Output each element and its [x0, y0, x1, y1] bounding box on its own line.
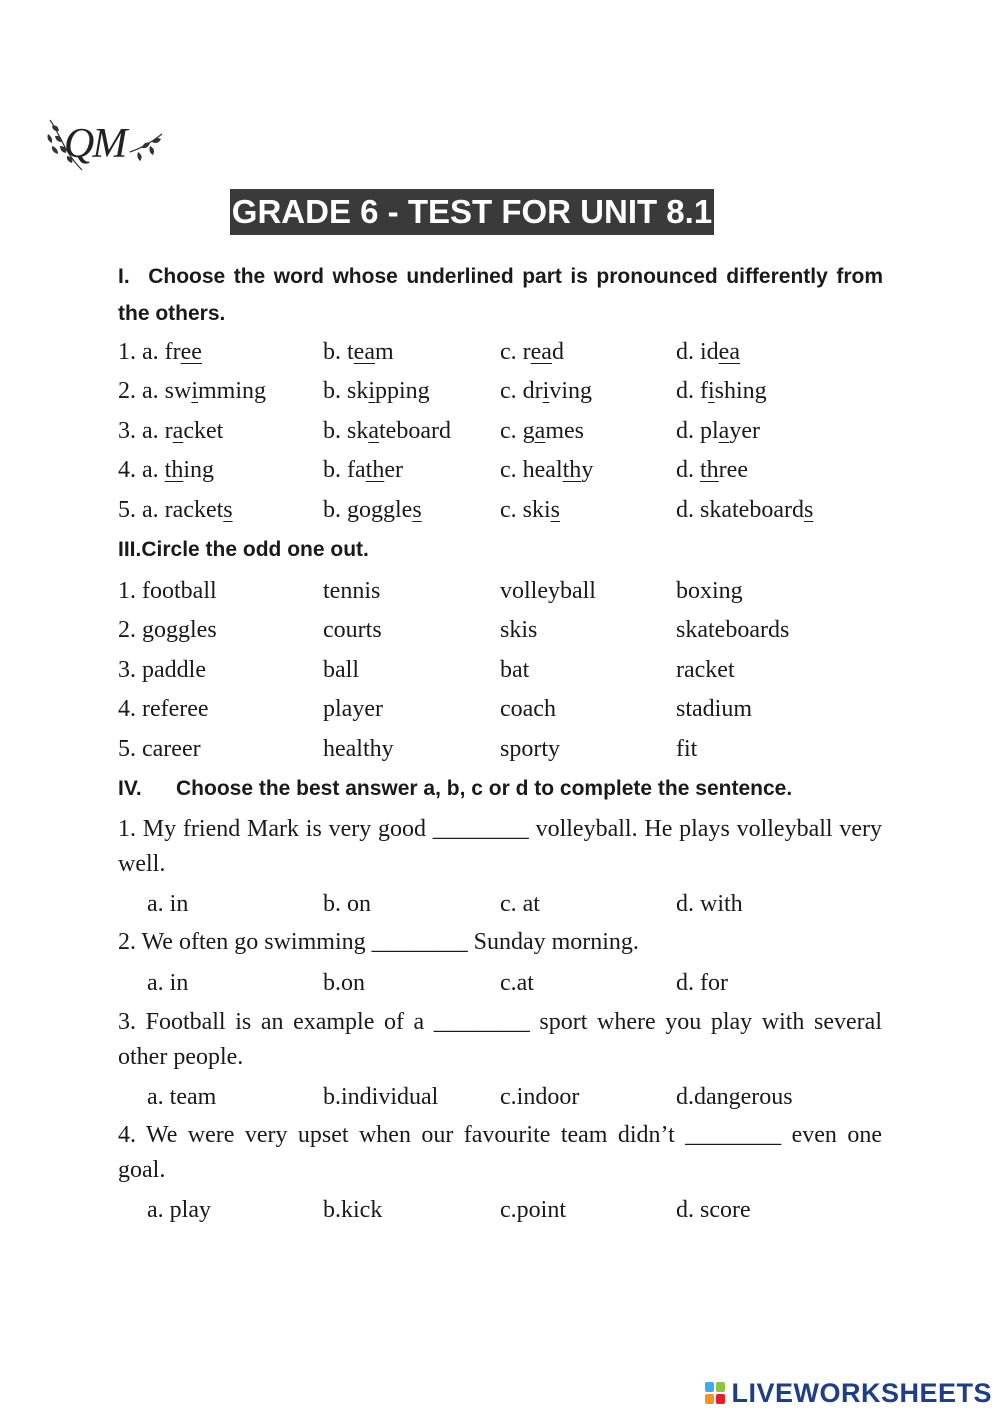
word-text: stadium [676, 696, 752, 722]
option-letter: c. [500, 497, 517, 523]
answer-option[interactable] [118, 492, 233, 528]
word-suffix: mes [545, 418, 584, 444]
word-choice[interactable] [676, 691, 752, 727]
word-prefix: t [347, 339, 354, 365]
word-choice[interactable] [118, 612, 217, 648]
underlined-sound: i [191, 378, 198, 404]
section-3-number: III. [118, 538, 142, 561]
page-title: GRADE 6 - TEST FOR UNIT 8.1 [230, 189, 714, 235]
answer-option[interactable] [323, 334, 394, 370]
logo [42, 112, 167, 182]
underlined-sound: i [708, 378, 715, 404]
word-choice[interactable] [323, 691, 383, 727]
underlined-sound: ea [353, 339, 375, 365]
answer-option[interactable]: d.dangerous [676, 1084, 793, 1110]
option-letter: b. [323, 339, 341, 365]
answer-options-row [118, 1192, 888, 1228]
option-letter: a. [142, 339, 159, 365]
option-letter: d. [676, 378, 694, 404]
word-choice[interactable] [118, 691, 209, 727]
word-text: boxing [676, 578, 743, 604]
answer-option[interactable]: b.kick [323, 1197, 383, 1223]
section-1-number: I. [118, 265, 130, 288]
word-prefix: sk [347, 418, 369, 444]
word-text: ball [323, 657, 359, 683]
word-prefix: g [522, 418, 535, 444]
option-letter: c. [500, 378, 517, 404]
answer-option[interactable] [118, 413, 223, 449]
logo-text: QM [64, 121, 126, 167]
option-letter: c. [500, 457, 517, 483]
word-prefix: ski [522, 497, 551, 523]
question-row [118, 691, 888, 727]
underlined-sound: s [550, 497, 561, 523]
word-choice[interactable] [500, 652, 529, 688]
section-3-instruction: Circle the odd one out. [141, 538, 369, 561]
word-suffix: yer [729, 418, 760, 444]
underlined-sound: ea [530, 339, 552, 365]
word-text: player [323, 696, 383, 722]
answer-option[interactable] [676, 334, 740, 370]
word-choice[interactable] [676, 731, 697, 767]
option-letter: a. [142, 418, 159, 444]
word-text: volleyball [500, 578, 596, 604]
underlined-sound: a [718, 418, 730, 444]
option-letter: b. [323, 497, 341, 523]
option-letter: b. [323, 378, 341, 404]
word-suffix: teboard [379, 418, 451, 444]
word-choice[interactable] [118, 652, 206, 688]
answer-option[interactable] [500, 413, 584, 449]
word-prefix: fr [164, 339, 181, 365]
word-choice[interactable] [676, 652, 735, 688]
answer-option[interactable]: b. on [323, 891, 371, 917]
word-text: healthy [323, 736, 394, 762]
underlined-sound: a [534, 418, 546, 444]
underlined-sound: a [172, 418, 184, 444]
answer-options-row [118, 1079, 888, 1115]
brand-text: LIVEWORKSHEETS [731, 1377, 992, 1408]
question-row [118, 413, 888, 449]
word-text: paddle [142, 657, 206, 683]
underlined-sound: th [700, 457, 719, 483]
question-number: 1. [118, 578, 136, 604]
word-suffix: ree [718, 457, 748, 483]
answer-option[interactable]: d. with [676, 891, 743, 917]
answer-option[interactable]: a. team [147, 1084, 217, 1110]
answer-option[interactable] [323, 452, 403, 488]
option-letter: d. [676, 418, 694, 444]
word-text: skateboards [676, 617, 790, 643]
word-prefix: r [164, 418, 173, 444]
underlined-sound: s [412, 497, 422, 523]
answer-option[interactable] [676, 373, 767, 409]
word-text: bat [500, 657, 530, 683]
word-choice[interactable] [500, 691, 556, 727]
word-text: goggles [142, 617, 217, 643]
word-choice[interactable] [500, 731, 560, 767]
word-prefix: fa [347, 457, 366, 483]
section-1-heading [118, 258, 883, 332]
word-prefix: id [700, 339, 719, 365]
option-letter: d. [676, 339, 694, 365]
answer-option[interactable]: c.point [500, 1197, 566, 1223]
word-text: sporty [500, 736, 560, 762]
answer-option[interactable]: c.at [500, 970, 534, 996]
word-suffix: er [384, 457, 403, 483]
answer-option[interactable] [118, 334, 202, 370]
word-text: courts [323, 617, 382, 643]
underlined-sound: i [368, 378, 376, 404]
word-choice[interactable] [323, 573, 380, 609]
answer-options-row [118, 965, 888, 1001]
question-text: 4. We were very upset when our favourite team didn’t ________ even one goal. [118, 1122, 882, 1183]
question-row [118, 492, 888, 528]
option-letter: c. [500, 339, 517, 365]
question-number: 4. [118, 696, 136, 722]
option-letter: d. [676, 497, 694, 523]
answer-option[interactable] [676, 413, 760, 449]
word-suffix: m [374, 339, 394, 365]
question-number: 2. [118, 378, 136, 404]
underlined-sound: s [803, 497, 814, 523]
word-choice[interactable] [323, 612, 382, 648]
word-suffix: pping [375, 378, 430, 404]
liveworksheets-logo-icon [705, 1382, 725, 1404]
word-suffix: shing [714, 378, 767, 404]
word-choice[interactable] [500, 612, 537, 648]
underlined-sound: a [368, 418, 379, 444]
answer-option[interactable] [500, 492, 560, 528]
answer-option[interactable] [500, 334, 564, 370]
word-suffix: ving [549, 378, 592, 404]
word-suffix: ing [183, 457, 214, 483]
answer-option[interactable] [323, 492, 422, 528]
answer-option[interactable] [323, 373, 430, 409]
word-suffix: cket [183, 418, 224, 444]
word-prefix: pl [700, 418, 719, 444]
question-row [118, 373, 888, 409]
word-prefix: goggle [347, 497, 413, 523]
word-choice[interactable] [118, 573, 217, 609]
word-text: career [142, 736, 201, 762]
underlined-sound: ea [718, 339, 740, 365]
question-row [118, 731, 888, 767]
section-4-number: IV. [118, 777, 142, 800]
answer-option[interactable]: a. play [147, 1197, 211, 1223]
question-row [118, 652, 888, 688]
question-number: 2. [118, 617, 136, 643]
option-letter: b. [323, 418, 341, 444]
section-3-heading [118, 536, 883, 564]
option-letter: a. [142, 378, 159, 404]
answer-option[interactable]: d. score [676, 1197, 751, 1223]
answer-option[interactable] [118, 373, 266, 409]
word-prefix: dr [522, 378, 543, 404]
question-number: 3. [118, 418, 136, 444]
question-number: 1. [118, 339, 136, 365]
word-choice[interactable] [676, 612, 789, 648]
word-prefix: skateboard [700, 497, 804, 523]
word-text: fit [676, 736, 698, 762]
word-text: referee [142, 696, 209, 722]
answer-option[interactable]: c.indoor [500, 1084, 580, 1110]
underlined-sound: i [542, 378, 550, 404]
answer-option[interactable] [323, 413, 451, 449]
answer-option[interactable] [118, 452, 214, 488]
question-row [118, 452, 888, 488]
section-1-instruction: Choose the word whose underlined part is pronounced differently from the others. [118, 265, 883, 325]
answer-options-row [118, 886, 888, 922]
word-choice[interactable] [323, 652, 359, 688]
word-prefix: sw [164, 378, 192, 404]
word-text: tennis [323, 578, 381, 604]
question-text: 2. We often go swimming ________ Sunday morning. [118, 929, 639, 955]
underlined-sound: th [164, 457, 184, 483]
question-number: 4. [118, 457, 136, 483]
question-text: 1. My friend Mark is very good ________ volleyball. He plays volleyball very well. [118, 816, 882, 877]
word-choice[interactable] [500, 573, 596, 609]
answer-option[interactable]: b.on [323, 970, 365, 996]
underlined-sound: th [562, 457, 582, 483]
answer-option[interactable]: c. at [500, 891, 540, 917]
option-letter: c. [500, 418, 517, 444]
word-choice[interactable] [118, 731, 201, 767]
question-row [118, 612, 888, 648]
word-prefix: racket [164, 497, 224, 523]
word-suffix: d [551, 339, 564, 365]
word-prefix: sk [347, 378, 369, 404]
word-text: skis [500, 617, 538, 643]
option-letter: a. [142, 497, 159, 523]
answer-option[interactable] [676, 492, 813, 528]
option-letter: a. [142, 457, 159, 483]
answer-option[interactable]: a. in [147, 970, 189, 996]
underlined-sound: th [365, 457, 385, 483]
word-suffix: y [581, 457, 594, 483]
question-number: 5. [118, 736, 136, 762]
word-text: coach [500, 696, 556, 722]
question-number: 3. [118, 657, 136, 683]
option-letter: b. [323, 457, 341, 483]
underlined-sound: ee [180, 339, 202, 365]
word-text: racket [676, 657, 735, 683]
word-prefix: f [700, 378, 708, 404]
word-prefix: heal [522, 457, 563, 483]
word-suffix: mming [198, 378, 267, 404]
answer-option[interactable] [500, 452, 593, 488]
underlined-sound: s [223, 497, 233, 523]
answer-option[interactable]: d. for [676, 970, 728, 996]
question-row [118, 573, 888, 609]
word-prefix: r [522, 339, 531, 365]
answer-option[interactable]: b.individual [323, 1084, 439, 1110]
question-text: 3. Football is an example of a ________ sport where you play with several other people. [118, 1009, 882, 1070]
liveworksheets-brand [705, 1377, 992, 1409]
option-letter: d. [676, 457, 694, 483]
word-choice[interactable] [676, 573, 743, 609]
answer-option[interactable] [500, 373, 592, 409]
section-4-heading [118, 775, 883, 803]
answer-option[interactable] [676, 452, 748, 488]
word-text: football [142, 578, 217, 604]
answer-option[interactable]: a. in [147, 891, 189, 917]
question-number: 5. [118, 497, 136, 523]
word-choice[interactable] [323, 731, 394, 767]
question-row [118, 334, 888, 370]
section-4-instruction: Choose the best answer a, b, c or d to complete the sentence. [176, 777, 793, 800]
